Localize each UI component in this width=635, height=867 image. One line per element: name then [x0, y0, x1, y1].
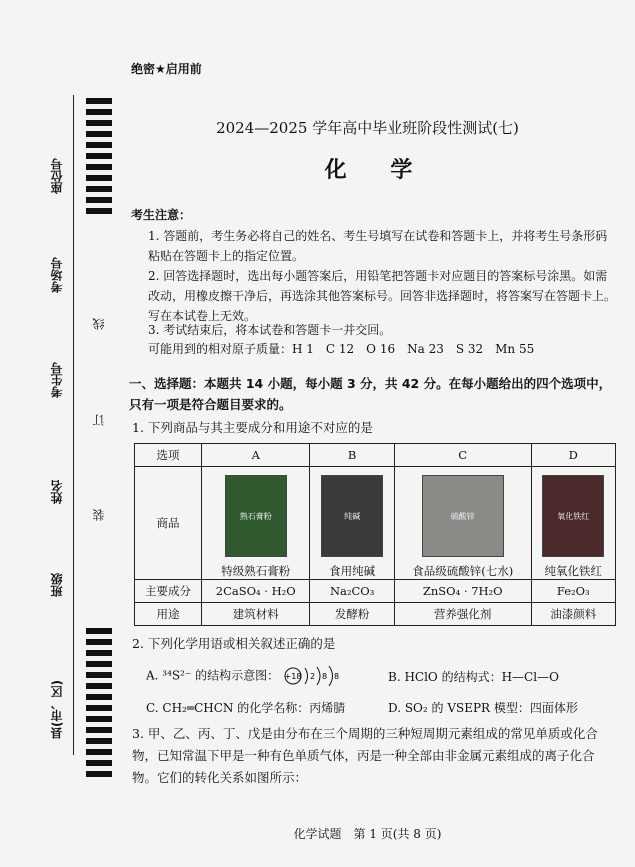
- name-label: 姓名: [50, 480, 64, 504]
- use-cell: 营养强化剂: [394, 603, 531, 626]
- product-name: 食用纯碱: [329, 564, 376, 578]
- cut-mark-bind: 订: [92, 414, 106, 426]
- use-cell: 建筑材料: [202, 603, 310, 626]
- use-cell: 发酵粉: [310, 603, 394, 626]
- question-3-stem: 3. 甲、乙、丙、丁、戊是由分布在三个周期的三种短周期元素组成的常见单质或化合物，已知常温下甲是一种有色单质气体，丙是一种全部由非金属元素组成的离子化合物。它们的转化关系如图所示：: [132, 726, 598, 785]
- confidential-tag: 绝密★启用前: [131, 62, 202, 76]
- question-1-stem: 1. 下列商品与其主要成分和用途不对应的是: [132, 420, 373, 435]
- product-image: 纯碱: [321, 475, 383, 557]
- table-header-row: [135, 444, 616, 467]
- section-1-heading: 一、选择题：本题共 14 小题，每小题 3 分，共 42 分。在每小题给出的四个选项中，只有一项是符合题目要求的。: [129, 376, 612, 412]
- product-name: 纯氧化铁红: [544, 564, 603, 578]
- binding-line: [73, 95, 74, 755]
- notice-heading: 考生注意：: [131, 208, 192, 222]
- table-header-cell: 选项: [135, 444, 202, 467]
- table-header-cell: B: [310, 444, 394, 467]
- product-image: 熟石膏粉: [225, 475, 287, 557]
- table-row: [135, 580, 616, 603]
- svg-text:2: 2: [309, 672, 316, 681]
- county-label: 县(市、区): [50, 680, 64, 739]
- product-cell: [394, 467, 531, 580]
- table-header-cell: D: [531, 444, 615, 467]
- student-number-label: 考生号: [50, 362, 64, 398]
- class-label: 班级: [50, 573, 64, 597]
- product-name: 食品级硫酸锌(七水): [412, 564, 514, 578]
- atom-structure-diagram: [283, 664, 347, 688]
- question-2-stem: 2. 下列化学用语或相关叙述正确的是: [132, 636, 336, 651]
- row-label: 主要成分: [135, 580, 202, 603]
- component-cell: Na₂CO₃: [310, 580, 394, 603]
- product-image: 氧化铁红: [542, 475, 604, 557]
- table-row: [135, 603, 616, 626]
- component-cell: ZnSO₄ · 7H₂O: [394, 580, 531, 603]
- row-label: 商品: [135, 467, 202, 580]
- svg-text:+18: +18: [284, 672, 302, 681]
- svg-text:8: 8: [333, 672, 340, 681]
- question-2-option-b: B. HClO 的结构式：H—Cl—O: [388, 670, 559, 684]
- cut-mark-line: 线: [92, 318, 106, 330]
- question-2-option-c: C. CH₂═CHCN 的化学名称：丙烯腈: [146, 701, 346, 715]
- notice-item-2: 2. 回答选择题时，选出每小题答案后，用铅笔把答题卡对应题目的答案标号涂黑。如需改动，用橡皮擦干净后，再选涂其他答案标号。回答非选择题时，将答案写在答题卡上。写在本试卷上无效。: [148, 269, 617, 323]
- atomic-masses: 可能用到的相对原子质量：H 1 C 12 O 16 Na 23 S 32 Mn 55: [148, 342, 535, 356]
- component-cell: Fe₂O₃: [531, 580, 615, 603]
- product-image: 硫酸锌: [422, 475, 504, 557]
- notice-item-1: 1. 答题前，考生务必将自己的姓名、考生号填写在试卷和答题卡上，并将考生号条形码粘贴在答题卡上的指定位置。: [148, 229, 608, 263]
- exam-room-label: 考场号: [50, 257, 64, 293]
- product-cell: [202, 467, 310, 580]
- seat-number-label: 座位号: [50, 158, 64, 194]
- table-row: [135, 467, 616, 580]
- use-cell: 油漆颜料: [531, 603, 615, 626]
- notice-item-3: 3. 考试结束后，将本试卷和答题卡一并交回。: [148, 323, 392, 337]
- product-name: 特级熟石膏粉: [221, 564, 291, 578]
- subject-title: 化 学: [324, 158, 431, 183]
- table-header-cell: A: [202, 444, 310, 467]
- page-footer: 化学试题 第 1 页(共 8 页): [293, 827, 442, 841]
- exam-title: 2024—2025 学年高中毕业班阶段性测试(七): [216, 119, 519, 137]
- question-1-table: [134, 443, 616, 626]
- product-cell: [531, 467, 615, 580]
- question-2-option-a: A. ³⁴S²⁻ 的结构示意图： +18 2 8 8: [146, 664, 347, 688]
- product-cell: [310, 467, 394, 580]
- question-2-option-d: D. SO₂ 的 VSEPR 模型：四面体形: [388, 701, 578, 715]
- svg-text:8: 8: [321, 672, 328, 681]
- cut-mark-staple: 装: [92, 509, 106, 521]
- barcode-stripes-bottom: [86, 628, 112, 782]
- component-cell: 2CaSO₄ · H₂O: [202, 580, 310, 603]
- table-header-cell: C: [394, 444, 531, 467]
- row-label: 用途: [135, 603, 202, 626]
